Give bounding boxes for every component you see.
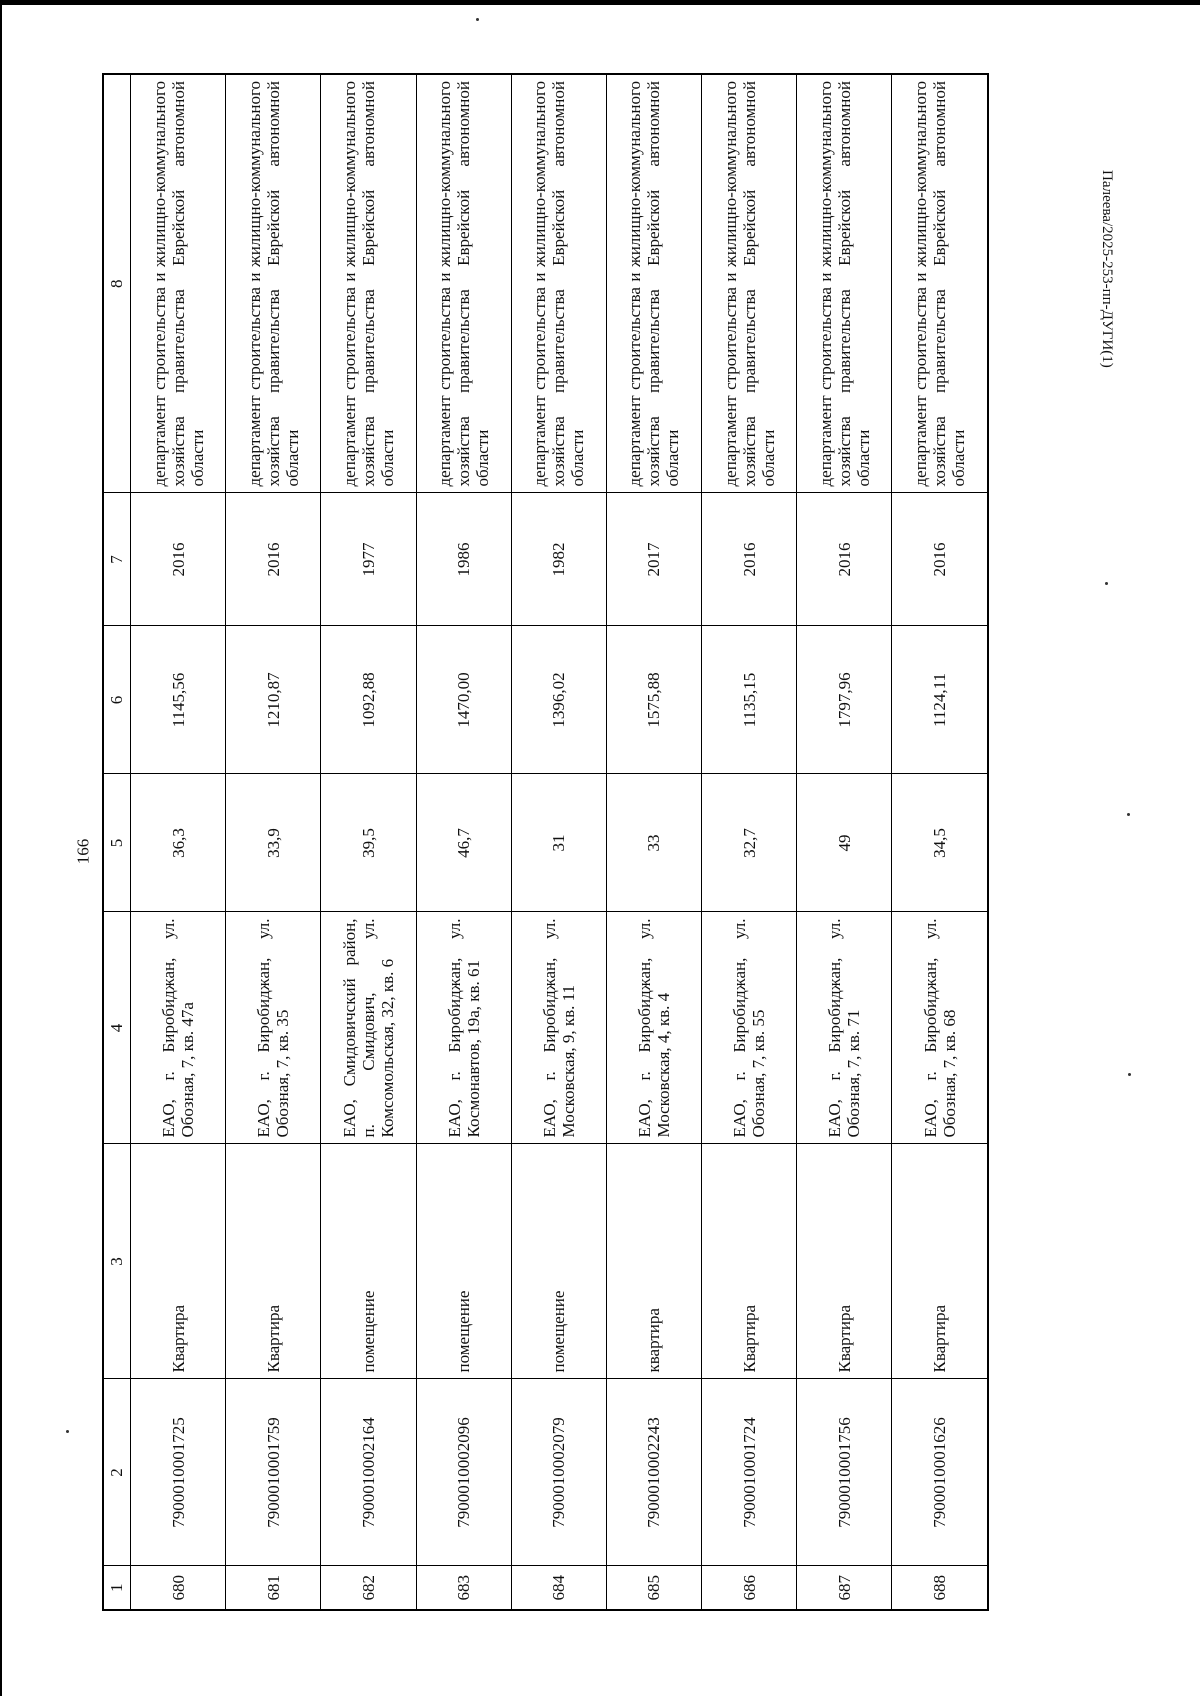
property-type-cell: помещение — [321, 1144, 416, 1379]
row-number-cell: 683 — [416, 1566, 511, 1610]
cadastral-number-cell: 7900010001759 — [226, 1379, 321, 1566]
owner-cell: департамент строительства и жилищно-коммунального хозяйства правительства Еврейской автономной области — [321, 74, 416, 493]
scan-speck — [1105, 582, 1108, 585]
property-type-cell: Квартира — [797, 1144, 892, 1379]
table-row — [892, 74, 988, 1610]
scan-speck — [476, 18, 479, 21]
row-number-cell: 681 — [226, 1566, 321, 1610]
scan-edge-left — [0, 0, 2, 1696]
table-row — [131, 74, 226, 1610]
owner-cell: департамент строительства и жилищно-коммунального хозяйства правительства Еврейской автономной области — [416, 74, 511, 493]
property-type-cell: Квартира — [892, 1144, 988, 1379]
cost-cell: 1145,56 — [131, 626, 226, 774]
address-cell: ЕАО, г. Биробиджан, ул. Московская, 9, кв. 11 — [511, 912, 606, 1144]
row-number-cell: 684 — [511, 1566, 606, 1610]
owner-cell: департамент строительства и жилищно-коммунального хозяйства правительства Еврейской автономной области — [702, 74, 797, 493]
registry-table-container — [102, 75, 989, 1611]
cadastral-number-cell: 7900010001725 — [131, 1379, 226, 1566]
row-number-cell: 685 — [606, 1566, 701, 1610]
property-type-cell: Квартира — [702, 1144, 797, 1379]
area-cell: 31 — [511, 774, 606, 912]
year-cell: 2017 — [606, 493, 701, 626]
property-registry-table — [102, 73, 989, 1611]
year-cell: 2016 — [226, 493, 321, 626]
property-type-cell: помещение — [416, 1144, 511, 1379]
year-cell: 2016 — [131, 493, 226, 626]
scan-speck — [66, 1430, 69, 1433]
scan-edge-top — [0, 0, 1200, 5]
property-type-cell: помещение — [511, 1144, 606, 1379]
cost-cell: 1470,00 — [416, 626, 511, 774]
cost-cell: 1124,11 — [892, 626, 988, 774]
property-type-cell: Квартира — [131, 1144, 226, 1379]
area-cell: 39,5 — [321, 774, 416, 912]
table-row — [511, 74, 606, 1610]
area-cell: 33,9 — [226, 774, 321, 912]
cost-cell: 1396,02 — [511, 626, 606, 774]
address-cell: ЕАО, г. Биробиджан, ул. Обозная, 7, кв. 68 — [892, 912, 988, 1144]
address-cell: ЕАО, г. Биробиджан, ул. Обозная, 7, кв. 71 — [797, 912, 892, 1144]
table-row — [797, 74, 892, 1610]
column-header: 1 — [103, 1566, 131, 1610]
row-number-cell: 686 — [702, 1566, 797, 1610]
address-cell: ЕАО, Смидовичский район, п. Смидович, ул. Комсомольская, 32, кв. 6 — [321, 912, 416, 1144]
cadastral-number-cell: 7900010001756 — [797, 1379, 892, 1566]
area-cell: 46,7 — [416, 774, 511, 912]
column-header: 6 — [103, 626, 131, 774]
year-cell: 2016 — [892, 493, 988, 626]
owner-cell: департамент строительства и жилищно-коммунального хозяйства правительства Еврейской автономной области — [606, 74, 701, 493]
column-header: 2 — [103, 1379, 131, 1566]
area-cell: 33 — [606, 774, 701, 912]
page-number: 166 — [73, 838, 93, 865]
cost-cell: 1092,88 — [321, 626, 416, 774]
owner-cell: департамент строительства и жилищно-коммунального хозяйства правительства Еврейской автономной области — [511, 74, 606, 493]
area-cell: 36,3 — [131, 774, 226, 912]
area-cell: 34,5 — [892, 774, 988, 912]
cadastral-number-cell: 7900010002079 — [511, 1379, 606, 1566]
year-cell: 1982 — [511, 493, 606, 626]
property-type-cell: квартира — [606, 1144, 701, 1379]
cadastral-number-cell: 7900010001724 — [702, 1379, 797, 1566]
cost-cell: 1135,15 — [702, 626, 797, 774]
cost-cell: 1797,96 — [797, 626, 892, 774]
area-cell: 32,7 — [702, 774, 797, 912]
address-cell: ЕАО, г. Биробиджан, ул. Обозная, 7, кв. 35 — [226, 912, 321, 1144]
document-reference: Палеева/2025-253-пп-ДУГИ(1) — [1099, 170, 1115, 368]
column-header: 5 — [103, 774, 131, 912]
row-number-cell: 680 — [131, 1566, 226, 1610]
year-cell: 1986 — [416, 493, 511, 626]
cost-cell: 1210,87 — [226, 626, 321, 774]
cadastral-number-cell: 7900010002243 — [606, 1379, 701, 1566]
year-cell: 1977 — [321, 493, 416, 626]
row-number-cell: 688 — [892, 1566, 988, 1610]
table-row — [416, 74, 511, 1610]
address-cell: ЕАО, г. Биробиджан, ул. Космонавтов, 19а, кв. 61 — [416, 912, 511, 1144]
row-number-cell: 687 — [797, 1566, 892, 1610]
column-header: 3 — [103, 1144, 131, 1379]
owner-cell: департамент строительства и жилищно-коммунального хозяйства правительства Еврейской автономной области — [226, 74, 321, 493]
table-row — [702, 74, 797, 1610]
year-cell: 2016 — [797, 493, 892, 626]
owner-cell: департамент строительства и жилищно-коммунального хозяйства правительства Еврейской автономной области — [892, 74, 988, 493]
scan-speck — [1128, 1073, 1131, 1076]
cadastral-number-cell: 7900010001626 — [892, 1379, 988, 1566]
column-number-header-row — [103, 74, 131, 1610]
column-header: 4 — [103, 912, 131, 1144]
address-cell: ЕАО, г. Биробиджан, ул. Обозная, 7, кв. 55 — [702, 912, 797, 1144]
table-row — [226, 74, 321, 1610]
row-number-cell: 682 — [321, 1566, 416, 1610]
table-row — [606, 74, 701, 1610]
owner-cell: департамент строительства и жилищно-коммунального хозяйства правительства Еврейской автономной области — [131, 74, 226, 493]
area-cell: 49 — [797, 774, 892, 912]
cost-cell: 1575,88 — [606, 626, 701, 774]
cadastral-number-cell: 7900010002164 — [321, 1379, 416, 1566]
owner-cell: департамент строительства и жилищно-коммунального хозяйства правительства Еврейской автономной области — [797, 74, 892, 493]
table-row — [321, 74, 416, 1610]
year-cell: 2016 — [702, 493, 797, 626]
address-cell: ЕАО, г. Биробиджан, ул. Обозная, 7, кв. 47а — [131, 912, 226, 1144]
cadastral-number-cell: 7900010002096 — [416, 1379, 511, 1566]
column-header: 8 — [103, 74, 131, 493]
address-cell: ЕАО, г. Биробиджан, ул. Московская, 4, кв. 4 — [606, 912, 701, 1144]
column-header: 7 — [103, 493, 131, 626]
scan-speck — [1127, 813, 1130, 816]
property-type-cell: Квартира — [226, 1144, 321, 1379]
